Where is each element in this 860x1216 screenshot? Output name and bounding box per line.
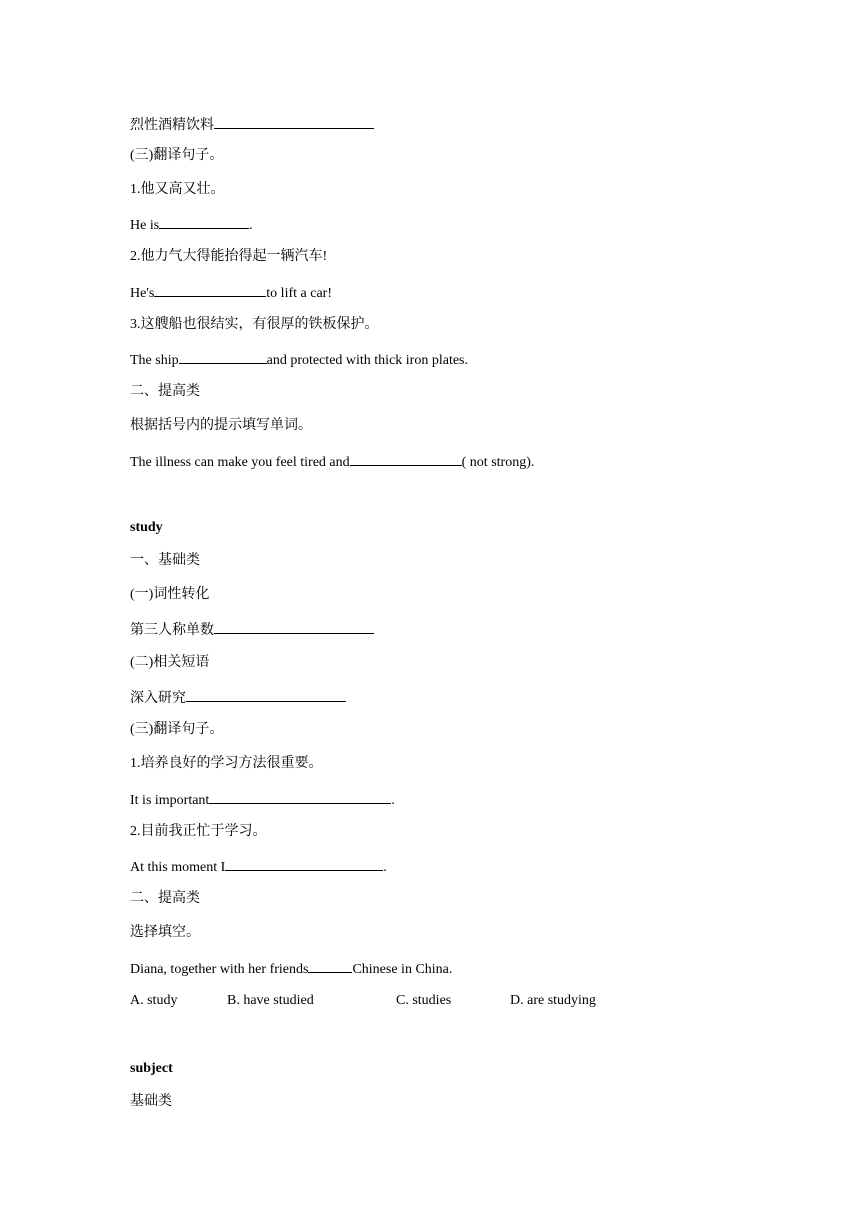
text: At this moment I bbox=[130, 860, 226, 875]
section-heading-basic: 基础类 bbox=[130, 1094, 172, 1109]
option-c[interactable]: C. studies bbox=[396, 993, 452, 1008]
word-title-study: study bbox=[130, 520, 163, 535]
question-3: 3.这艘船也很结实，有很厚的铁板保护。 bbox=[130, 317, 379, 332]
line-spirits bbox=[130, 115, 374, 135]
answer-blank[interactable] bbox=[214, 115, 374, 129]
text: . bbox=[383, 860, 387, 875]
choice-question bbox=[130, 959, 452, 979]
answer-blank[interactable] bbox=[308, 959, 352, 973]
text: . bbox=[249, 218, 253, 233]
question-2: 2.目前我正忙于学习。 bbox=[130, 824, 267, 839]
word-title-subject: subject bbox=[130, 1061, 173, 1076]
question-1: 1.他又高又壮。 bbox=[130, 182, 225, 197]
text: He's bbox=[130, 286, 155, 301]
instruction: 根据括号内的提示填写单词。 bbox=[130, 418, 312, 433]
answer-blank[interactable] bbox=[186, 688, 346, 702]
text: Diana, together with her friends bbox=[130, 962, 309, 977]
line-research bbox=[130, 688, 346, 708]
answer-line-2 bbox=[130, 283, 332, 303]
text: 深入研究 bbox=[130, 691, 186, 706]
answer-line-1 bbox=[130, 790, 395, 810]
answer-blank[interactable] bbox=[154, 283, 266, 297]
text: 烈性酒精饮料 bbox=[130, 118, 214, 133]
text: The ship bbox=[130, 353, 179, 368]
text: and protected with thick iron plates. bbox=[266, 353, 468, 368]
question-2: 2.他力气大得能抬得起一辆汽车! bbox=[130, 249, 328, 264]
subsection-heading-phrases: (二)相关短语 bbox=[130, 655, 210, 670]
line-third-person bbox=[130, 620, 374, 640]
answer-line-1 bbox=[130, 215, 253, 235]
section-heading-translate: (三)翻译句子。 bbox=[130, 148, 224, 163]
text: to lift a car! bbox=[266, 286, 332, 301]
answer-blank[interactable] bbox=[179, 350, 267, 364]
answer-blank[interactable] bbox=[209, 790, 391, 804]
section-heading-advanced: 二、提高类 bbox=[130, 384, 200, 399]
answer-blank[interactable] bbox=[225, 857, 383, 871]
text: . bbox=[391, 793, 395, 808]
answer-line-3 bbox=[130, 350, 468, 370]
instruction: 选择填空。 bbox=[130, 925, 200, 940]
answer-blank[interactable] bbox=[214, 620, 374, 634]
text: 第三人称单数 bbox=[130, 623, 214, 638]
section-heading-basic: 一、基础类 bbox=[130, 553, 200, 568]
option-b[interactable]: B. have studied bbox=[227, 993, 314, 1008]
answer-blank[interactable] bbox=[350, 452, 462, 466]
fill-question bbox=[130, 452, 534, 472]
text: Chinese in China. bbox=[352, 962, 453, 977]
option-d[interactable]: D. are studying bbox=[510, 993, 596, 1008]
answer-line-2 bbox=[130, 857, 387, 877]
option-a[interactable]: A. study bbox=[130, 993, 178, 1008]
text: He is bbox=[130, 218, 160, 233]
text: It is important bbox=[130, 793, 210, 808]
text: The illness can make you feel tired and bbox=[130, 455, 350, 470]
question-1: 1.培养良好的学习方法很重要。 bbox=[130, 756, 323, 771]
section-heading-advanced: 二、提高类 bbox=[130, 891, 200, 906]
choice-options bbox=[130, 992, 730, 1010]
text: ( not strong). bbox=[461, 455, 535, 470]
subsection-heading-translate: (三)翻译句子。 bbox=[130, 722, 224, 737]
subsection-heading-conversion: (一)词性转化 bbox=[130, 587, 210, 602]
answer-blank[interactable] bbox=[159, 215, 249, 229]
